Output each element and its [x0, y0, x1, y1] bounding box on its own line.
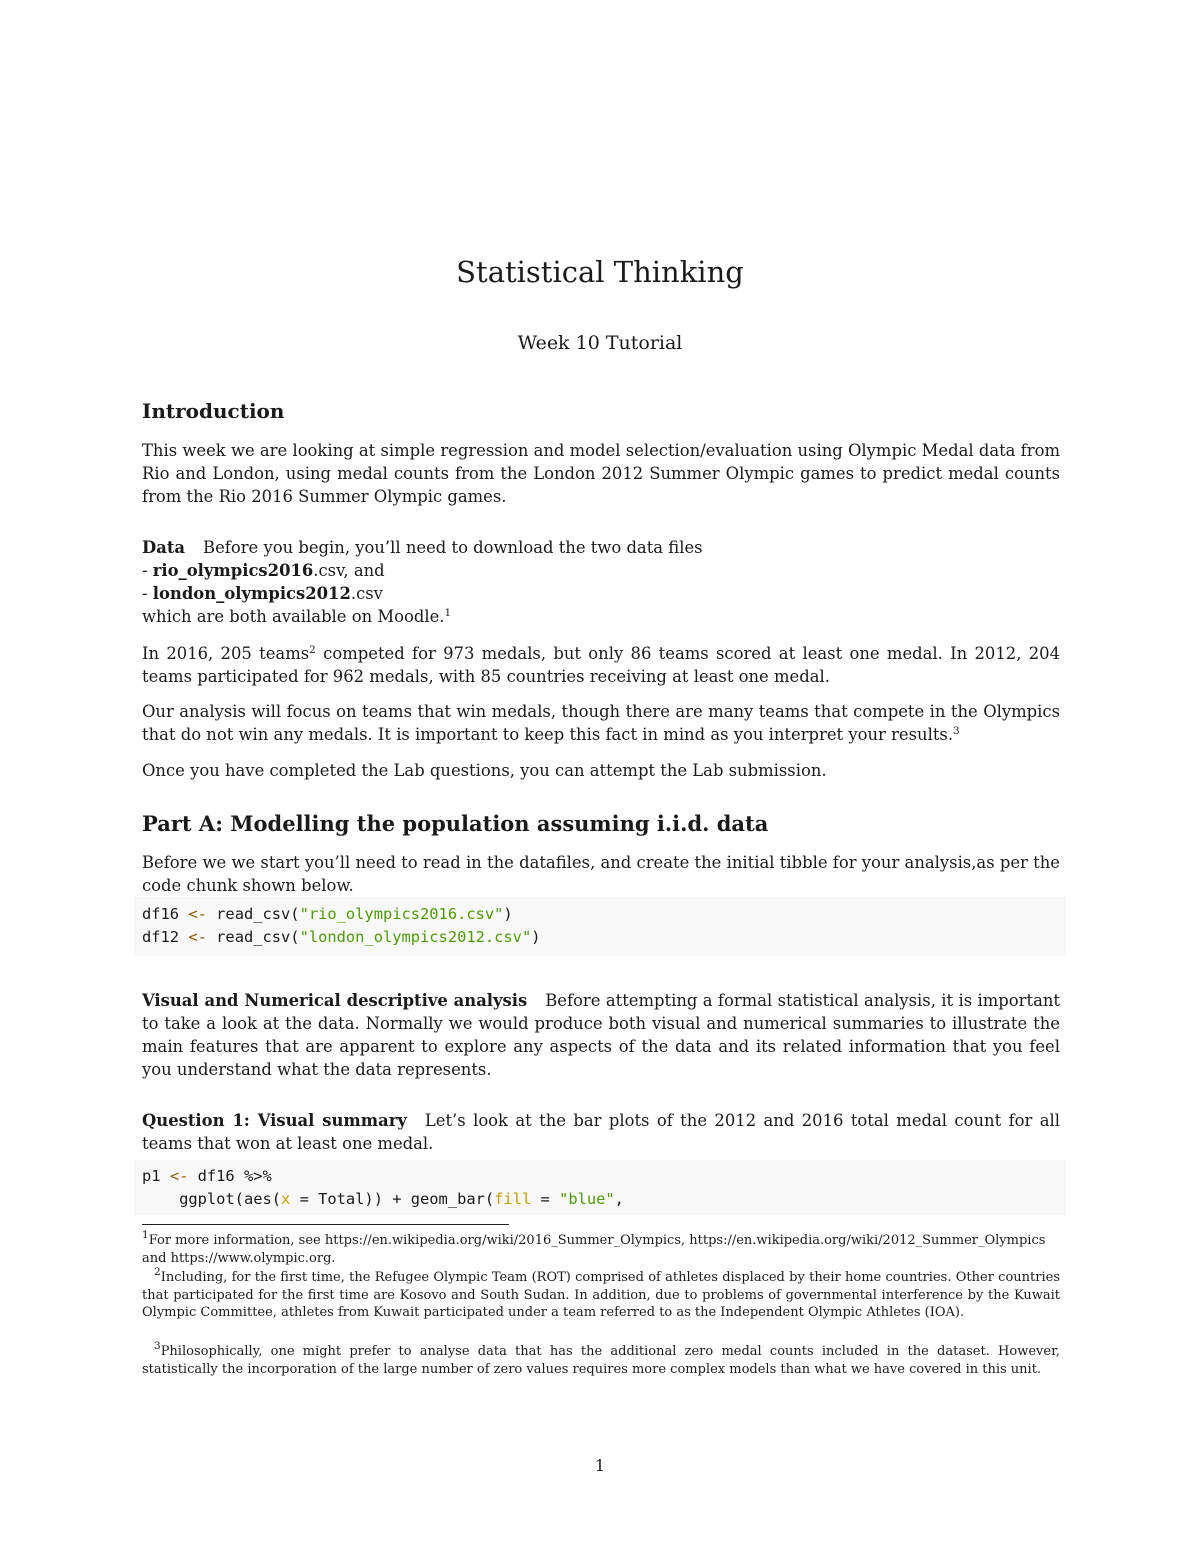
data-file-2: - london_olympics2012.csv [142, 584, 383, 603]
code-line: df12 <- read_csv("london_olympics2012.csv") [142, 928, 541, 946]
code-chunk-read-csv [134, 897, 1066, 956]
data-intro-line [142, 536, 703, 559]
footnote-1: $^1$For more information, see https://en.wikipedia.org/wiki/2016_Summer_Olympics, https://en.wikipedia.org/wiki/2012_Summer_Olympics and https://www.olympic.org. [142, 1229, 1046, 1266]
question-1-paragraph: Question 1: Visual summary Let’s look at the bar plots of the 2012 and 2016 total medal count for all teams that won at least one medal. [142, 1111, 1060, 1153]
teams-paragraph: In 2016, 205 teams$^2$ competed for 973 medals, but only 86 teams scored at least one medal. In 2012, 204 teams participated for 962 medals, with 85 countries receiving at least one medal. [142, 644, 1061, 686]
footnote-3: $^3$Philosophically, one might prefer to analyse data that has the additional zero medal counts included in the dataset. However, statistically the incorporation of the large number of zero values requires more complex models than what we have covered in this unit. [142, 1340, 1060, 1377]
footnote-ref-1: 1 [444, 607, 452, 619]
introduction-paragraph: This week we are looking at simple regression and model selection/evaluation using Olympic Medal data from Rio and London, using medal counts from the London 2012 Summer Olympic games to predict medal counts from the Rio 2016 Summer Olympic games. [142, 441, 1060, 506]
code-line: df16 <- read_csv("rio_olympics2016.csv") [142, 905, 513, 923]
introduction-heading: Introduction [142, 399, 285, 423]
lab-submission-paragraph: Once you have completed the Lab questions, you can attempt the Lab submission. [142, 761, 827, 780]
footnote-2: $^2$Including, for the first time, the Refugee Olympic Team (ROT) comprised of athletes displaced by their home countries. Other countries that participated for the first time are Kosovo and South Sudan. In addition, due to problems of governmental interference by the Kuwait Olympic Committee, athletes from Kuwait participated under a team referred to as the Independent Olympic Athletes (IOA). [142, 1266, 1060, 1321]
part-a-heading: Part A: Modelling the population assuming i.i.d. data [142, 811, 769, 836]
visual-numerical-paragraph: Visual and Numerical descriptive analysis Before attempting a formal statistical analysis, it is important to take a look at the data. Normally we would produce both visual and numerical summaries to illustrate the main features that are apparent to explore any aspects of the data and its related information that you feel you understand what the data represents. [142, 991, 1060, 1079]
data-label: Data [142, 538, 186, 557]
footnote-ref-2: 2 [309, 644, 316, 656]
document-subtitle: Week 10 Tutorial [517, 332, 683, 354]
code-line: ggplot(aes(x = Total)) + geom_bar(fill = "blue", [179, 1190, 624, 1208]
footnote-rule [142, 1224, 509, 1225]
analysis-focus-paragraph: Our analysis will focus on teams that win medals, though there are many teams that compete in the Olympics that do not win any medals. It is important to keep this fact in mind as you interpret your results.$^3$ [142, 702, 1060, 744]
code-chunk-ggplot [134, 1160, 1066, 1215]
footnote-ref-3: 3 [953, 725, 960, 737]
code-line: p1 <- df16 %>% [142, 1167, 272, 1185]
data-text: Before you begin, you’ll need to download the two data files [203, 538, 703, 557]
part-a-paragraph: Before we we start you’ll need to read in the datafiles, and create the initial tibble for your analysis,as per the code chunk shown below. [142, 853, 1060, 895]
page-number: 1 [594, 1456, 606, 1475]
document-title: Statistical Thinking [456, 255, 744, 289]
data-availability: which are both available on Moodle.$^1$ [142, 607, 452, 626]
data-file-1: - rio_olympics2016.csv, and [142, 561, 385, 580]
file-name-rio: rio_olympics2016 [152, 561, 314, 580]
file-name-london: london_olympics2012 [152, 584, 351, 603]
question-1-heading: Question 1: Visual summary [142, 1111, 407, 1130]
visual-numerical-heading: Visual and Numerical descriptive analysis [142, 991, 528, 1010]
